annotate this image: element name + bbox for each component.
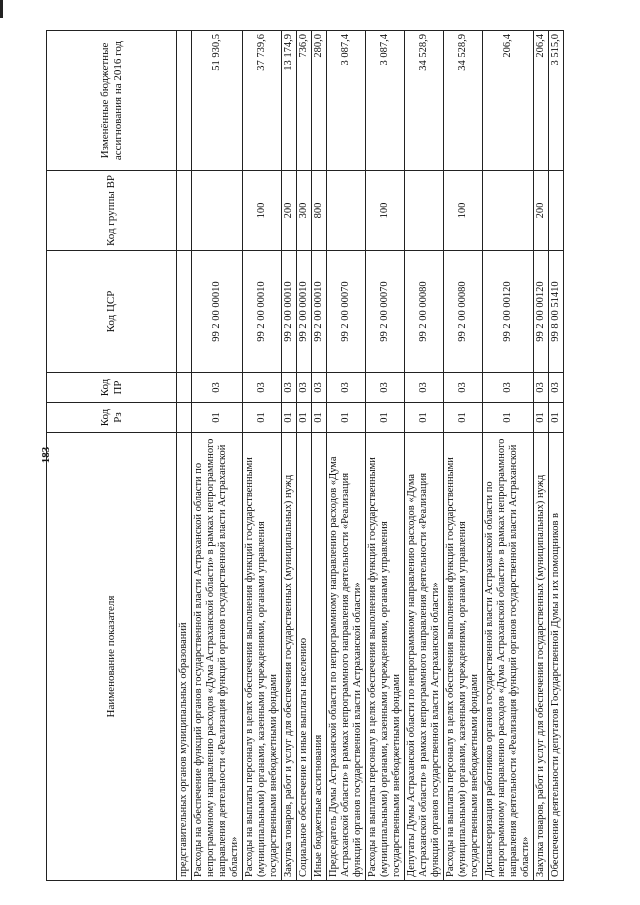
- table-row: [243, 31, 282, 881]
- cell-csr: 99 2 00 00010: [312, 251, 327, 373]
- table-header-row: [47, 31, 177, 881]
- cell-csr: 99 8 00 51410: [549, 251, 564, 373]
- rotated-table-container: [46, 31, 606, 881]
- cell-name: Депутаты Думы Астраханской области по непрограммному направлению расходов «Дума Астраханской области» в рамках непрограммного направления деятельности «Реализация функций органов государственной власти Астраханской области»: [405, 433, 444, 881]
- cell-csr: 99 2 00 00070: [366, 251, 405, 373]
- table-row: [444, 31, 483, 881]
- table-body: [177, 31, 564, 881]
- cell-vr: [192, 171, 243, 251]
- header-name: Наименование показателя: [47, 433, 177, 881]
- page-number: 183: [40, 446, 52, 464]
- header-rz: Код Рз: [47, 403, 177, 433]
- cell-vr: [327, 171, 366, 251]
- cell-name: Закупка товаров, работ и услуг для обеспечения государственных (муниципальных) нужд: [534, 433, 549, 881]
- header-vr: Код группы ВР: [47, 171, 177, 251]
- cell-csr: [177, 251, 192, 373]
- cell-csr: 99 2 00 00080: [405, 251, 444, 373]
- cell-vr: 200: [282, 171, 297, 251]
- cell-csr: 99 2 00 00010: [297, 251, 312, 373]
- table-row: [297, 31, 312, 881]
- cell-pr: 03: [312, 373, 327, 403]
- cell-rz: 01: [192, 403, 243, 433]
- cell-csr: 99 2 00 00010: [243, 251, 282, 373]
- cell-vr: 800: [312, 171, 327, 251]
- cell-amount: 3 087,4: [327, 31, 366, 171]
- cell-rz: 01: [282, 403, 297, 433]
- cell-amount: 34 528,9: [405, 31, 444, 171]
- cell-amount: 736,0: [297, 31, 312, 171]
- cell-name: Социальное обеспечение и иные выплаты населению: [297, 433, 312, 881]
- cell-name: Обеспечение деятельности депутатов Государственной Думы и их помощников в: [549, 433, 564, 881]
- cell-amount: 206,4: [483, 31, 534, 171]
- cell-rz: 01: [483, 403, 534, 433]
- cell-amount: [177, 31, 192, 171]
- cell-amount: 280,0: [312, 31, 327, 171]
- cell-vr: [549, 171, 564, 251]
- cell-vr: 200: [534, 171, 549, 251]
- cell-vr: [177, 171, 192, 251]
- cell-csr: 99 2 00 00080: [444, 251, 483, 373]
- cell-amount: 37 739,6: [243, 31, 282, 171]
- cell-pr: [177, 373, 192, 403]
- cell-rz: [177, 403, 192, 433]
- cell-rz: 01: [405, 403, 444, 433]
- cell-pr: 03: [549, 373, 564, 403]
- table-row: [366, 31, 405, 881]
- cell-csr: 99 2 00 00070: [327, 251, 366, 373]
- cell-pr: 03: [243, 373, 282, 403]
- header-amount: Изменённые бюджетные ассигнования на 2016 год: [47, 31, 177, 171]
- table-row: [534, 31, 549, 881]
- budget-table: [46, 30, 564, 881]
- cell-pr: 03: [405, 373, 444, 403]
- header-csr: Код ЦСР: [47, 251, 177, 373]
- cell-vr: 100: [243, 171, 282, 251]
- cell-name: Диспансеризация работников органов государственной власти Астраханской области по непрограммному направлению расходов «Дума Астраханской области» в рамках непрограммного направления деятельности «Реализация функций органов государственной власти Астраханской области»: [483, 433, 534, 881]
- cell-name: представительных органов муниципальных образований: [177, 433, 192, 881]
- scan-edge-mark: [0, 0, 3, 18]
- cell-vr: [405, 171, 444, 251]
- table-row: [549, 31, 564, 881]
- cell-rz: 01: [327, 403, 366, 433]
- cell-rz: 01: [312, 403, 327, 433]
- cell-rz: 01: [534, 403, 549, 433]
- cell-amount: 13 174,9: [282, 31, 297, 171]
- cell-name: Расходы на выплаты персоналу в целях обеспечения выполнения функций государственными (муниципальными) органами, казенными учреждениями, органами управления государственными внебюджетными фондами: [366, 433, 405, 881]
- cell-pr: 03: [444, 373, 483, 403]
- header-pr: Код ПР: [47, 373, 177, 403]
- cell-pr: 03: [534, 373, 549, 403]
- cell-vr: 100: [444, 171, 483, 251]
- cell-amount: 34 528,9: [444, 31, 483, 171]
- cell-amount: 206,4: [534, 31, 549, 171]
- cell-csr: 99 2 00 00120: [483, 251, 534, 373]
- table-row: [177, 31, 192, 881]
- cell-vr: 300: [297, 171, 312, 251]
- cell-name: Председатель Думы Астраханской области по непрограммному направлению расходов «Дума Астраханской области» в рамках непрограммного направления деятельности «Реализация функций органов государственной власти Астраханской области»: [327, 433, 366, 881]
- cell-rz: 01: [444, 403, 483, 433]
- cell-csr: 99 2 00 00120: [534, 251, 549, 373]
- cell-pr: 03: [327, 373, 366, 403]
- cell-name: Расходы на выплаты персоналу в целях обеспечения выполнения функций государственными (муниципальными) органами, казенными учреждениями, органами управления государственными внебюджетными фондами: [243, 433, 282, 881]
- cell-rz: 01: [549, 403, 564, 433]
- cell-amount: 3 087,4: [366, 31, 405, 171]
- table-row: [312, 31, 327, 881]
- cell-name: Иные бюджетные ассигнования: [312, 433, 327, 881]
- table-row: [483, 31, 534, 881]
- cell-rz: 01: [297, 403, 312, 433]
- cell-name: Расходы на обеспечение функций органов государственной власти Астраханской области по непрограммному направлению расходов «Дума Астраханской области» в рамках непрограммного направления деятельности «Реализация функций органов государственной власти Астраханской области»: [192, 433, 243, 881]
- cell-csr: 99 2 00 00010: [192, 251, 243, 373]
- cell-pr: 03: [282, 373, 297, 403]
- cell-vr: [483, 171, 534, 251]
- cell-name: Закупка товаров, работ и услуг для обеспечения государственных (муниципальных) нужд: [282, 433, 297, 881]
- cell-amount: 3 515,0: [549, 31, 564, 171]
- cell-rz: 01: [243, 403, 282, 433]
- cell-rz: 01: [366, 403, 405, 433]
- table-row: [192, 31, 243, 881]
- cell-csr: 99 2 00 00010: [282, 251, 297, 373]
- table-row: [405, 31, 444, 881]
- cell-pr: 03: [483, 373, 534, 403]
- cell-amount: 51 930,5: [192, 31, 243, 171]
- table-row: [282, 31, 297, 881]
- cell-pr: 03: [192, 373, 243, 403]
- cell-vr: 100: [366, 171, 405, 251]
- cell-pr: 03: [366, 373, 405, 403]
- table-row: [327, 31, 366, 881]
- cell-pr: 03: [297, 373, 312, 403]
- cell-name: Расходы на выплаты персоналу в целях обеспечения выполнения функций государственными (муниципальными) органами, казенными учреждениями, органами управления государственными внебюджетными фондами: [444, 433, 483, 881]
